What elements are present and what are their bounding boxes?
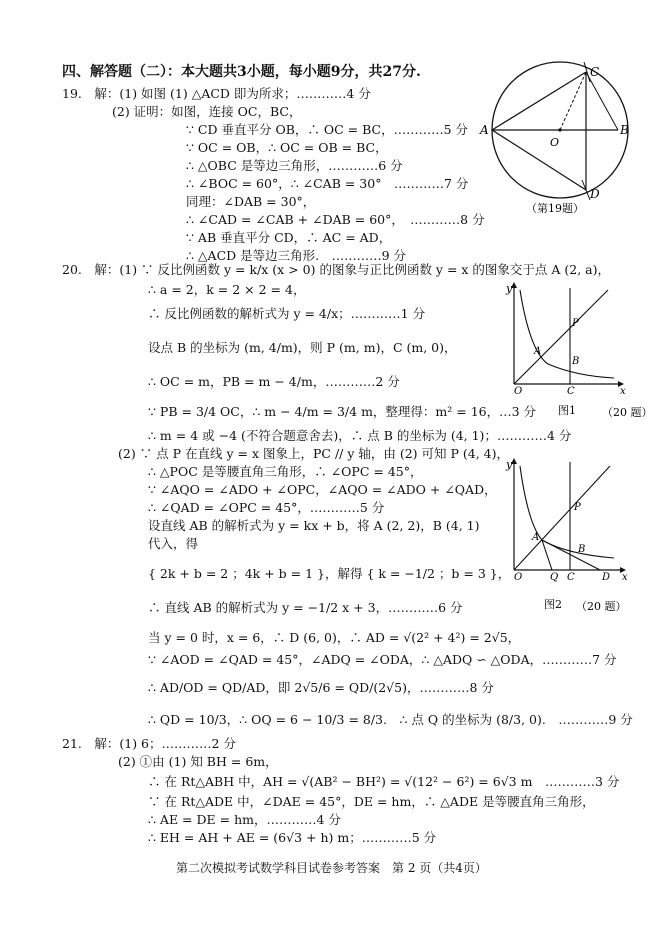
- fig-label: x: [622, 572, 628, 583]
- fig-label: P: [572, 318, 579, 329]
- fig-label: B: [572, 356, 580, 367]
- q19-line: 同理：∠DAB = 30°，: [186, 194, 316, 209]
- q20-line: ∵ PB = 3/4 OC，∴ m − 4/m = 3/4 m，整理得：m² = 16，…3 分: [148, 404, 537, 419]
- q20-line: ∵ ∠AQO = ∠ADO + ∠OPC，∠AQO = ∠ADO + ∠QAD，: [148, 482, 497, 497]
- fig-caption: 图2: [544, 598, 562, 611]
- q20-line: ∴ AD/OD = QD/AD，即 2√5/6 = QD/(2√5)，…………8 分: [148, 680, 494, 695]
- fig-label: C: [567, 386, 575, 397]
- q20-line: (2) ∵ 点 P 在直线 y = x 图象上，PC // y 轴，由 (2) 可知 P (4, 4)，: [118, 446, 509, 461]
- fig-label: y: [506, 282, 513, 295]
- q20-line: ∴ a = 2，k = 2 × 2 = 4，: [148, 282, 306, 297]
- fig-caption: （第19题）: [526, 202, 584, 215]
- fig-label: O: [514, 572, 523, 583]
- q19-line: ∴ △OBC 是等边三角形，…………6 分: [186, 158, 403, 173]
- q20-line: ∴ ∠QAD = ∠OPC = 45°，…………5 分: [148, 500, 385, 515]
- q21-line: 21. 解：(1) 6；…………2 分: [62, 736, 236, 751]
- q19-line: ∴ △ACD 是等边三角形. …………9 分: [186, 248, 407, 263]
- q20-figure-2: [496, 454, 636, 644]
- fig-label: Q: [550, 572, 559, 583]
- fig-label: A: [480, 123, 489, 137]
- q20-line: ∴ 直线 AB 的解析式为 y = −1/2 x + 3，…………6 分: [148, 600, 463, 615]
- fig-label: A: [532, 532, 540, 543]
- q19-line: ∵ AB 垂直平分 CD，∴ AC = AD，: [186, 230, 392, 245]
- q20-line: { 2k + b = 2 ；4k + b = 1 }，解得 { k = −1/2 ；b = 3 }，: [148, 566, 511, 581]
- q21-line: (2) ①由 (1) 知 BH = 6m，: [118, 754, 278, 769]
- q19-line: 19. 解：(1) 如图 (1) △ACD 即为所求；…………4 分: [62, 86, 371, 101]
- q21-line: ∴ 在 Rt△ABH 中，AH = √(AB² − BH²) = √(12² − 6²) = 6√3 m …………3 分: [148, 774, 620, 789]
- page-footer: 第二次模拟考试数学科目试卷参考答案 第 2 页（共4页）: [176, 861, 487, 875]
- fig-label: C: [590, 65, 600, 79]
- fig-note: （20 题）: [576, 600, 627, 613]
- q19-figure: [478, 56, 638, 216]
- q20-line: ∴ 反比例函数的解析式为 y = 4/x；…………1 分: [148, 306, 426, 321]
- section-title: 四、解答题（二）：本大题共3小题，每小题9分，共27分.: [62, 64, 421, 80]
- q20-line: 20. 解：(1) ∵ 反比例函数 y = k/x (x > 0) 的图象与正比例函数 y = x 的图象交于点 A (2, a)，: [62, 262, 611, 277]
- q19-line: (2) 证明：如图，连接 OC，BC，: [112, 104, 302, 119]
- fig-label: C: [567, 572, 575, 583]
- fig-label: y: [506, 458, 513, 471]
- q20-line: 当 y = 0 时，x = 6，∴ D (6, 0)，∴ AD = √(2² + 4²) = 2√5，: [148, 630, 521, 645]
- fig-label: D: [590, 187, 600, 201]
- q19-line: ∴ ∠BOC = 60°，∴ ∠CAB = 30° …………7 分: [186, 176, 469, 191]
- q21-line: ∴ AE = DE = hm，…………4 分: [148, 812, 341, 827]
- q21-line: ∵ 在 Rt△ADE 中，∠DAE = 45°，DE = hm，∴ △ADE 是等腰直角三角形，: [148, 794, 595, 809]
- q20-line: ∴ m = 4 或 −4 (不符合题意舍去)，∴ 点 B 的坐标为 (4, 1)；…………4 分: [148, 428, 572, 443]
- fig-note: （20 题）: [602, 406, 653, 419]
- fig-label: x: [620, 386, 626, 397]
- q20-line: 设直线 AB 的解析式为 y = kx + b，将 A (2, 2)，B (4, 1): [148, 518, 480, 533]
- q20-line: 设点 B 的坐标为 (m, 4/m)，则 P (m, m)，C (m, 0)，: [148, 340, 457, 355]
- q20-line: ∴ △POC 是等腰直角三角形，∴ ∠OPC = 45°，: [148, 464, 423, 479]
- fig-caption: 图1: [558, 404, 576, 417]
- q19-line: ∵ CD 垂直平分 OB，∴ OC = BC，…………5 分: [186, 122, 469, 137]
- q19-line: ∵ OC = OB，∴ OC = OB = BC，: [186, 140, 388, 155]
- q20-figure-1: [496, 280, 653, 430]
- fig-label: B: [620, 123, 629, 137]
- fig-label: B: [578, 544, 586, 555]
- q20-line: ∴ OC = m，PB = m − 4/m，…………2 分: [148, 374, 400, 389]
- q19-line: ∴ ∠CAD = ∠CAB + ∠DAB = 60°， …………8 分: [186, 212, 485, 227]
- q20-line: ∵ ∠AOD = ∠QAD = 45°，∠ADQ = ∠ODA，∴ △ADQ ∽ △ODA，…………7 分: [148, 652, 617, 667]
- q20-line: ∴ QD = 10/3，∴ OQ = 6 − 10/3 = 8/3. ∴ 点 Q 的坐标为 (8/3, 0). …………9 分: [148, 712, 633, 727]
- q20-line: 代入，得: [148, 536, 199, 551]
- q21-line: ∴ EH = AH + AE = (6√3 + h) m；…………5 分: [148, 830, 437, 845]
- fig-label: P: [574, 502, 581, 513]
- fig-label: O: [550, 136, 560, 149]
- fig-label: D: [602, 572, 611, 583]
- fig-label: O: [514, 386, 523, 397]
- fig-label: A: [534, 346, 542, 357]
